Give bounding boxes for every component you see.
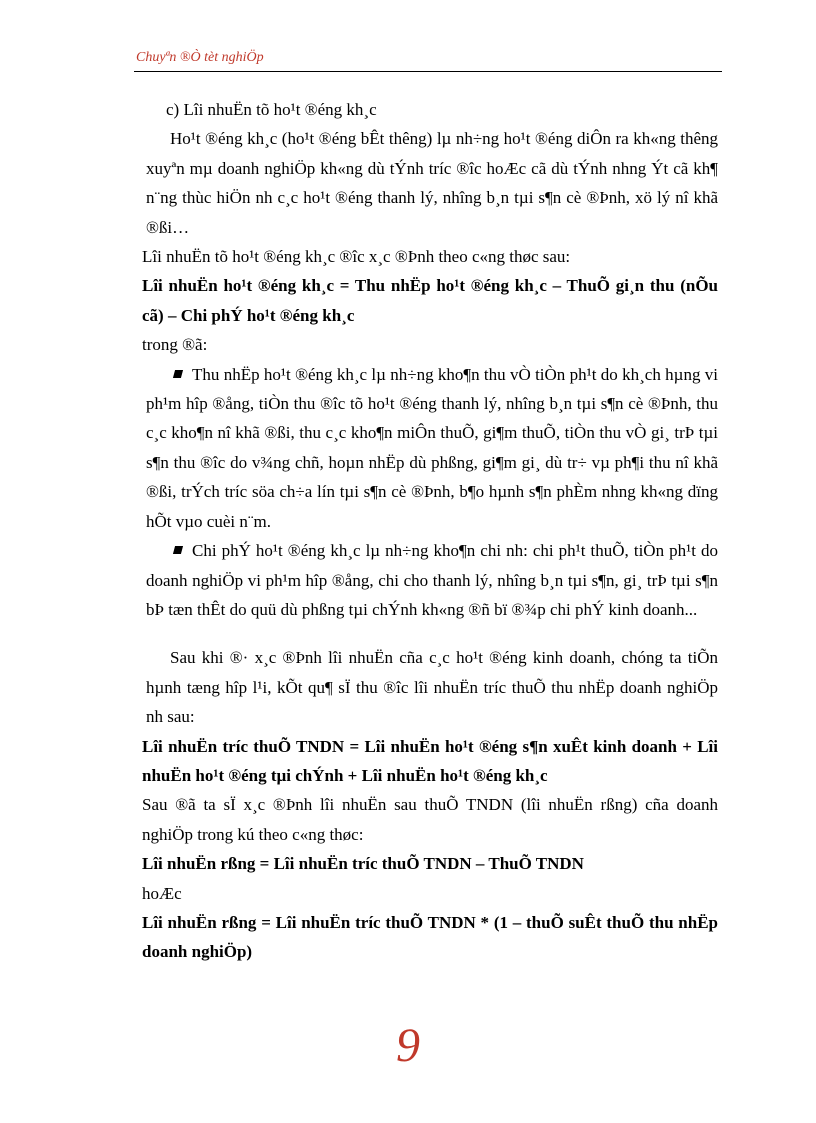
paragraph-net-profit-intro: Sau ®ã ta sÏ x¸c ®Þnh lîi nhuËn sau thuÕ TNDN (lîi nhuËn rßng) cña doanh nghiÖp trong kú theo c«ng thøc:	[142, 795, 718, 844]
formula-other-profit: Lîi nhuËn ho¹t ®éng kh¸c = Thu nhËp ho¹t ®éng kh¸c – ThuÕ gi¸n thu (nÕu cã) – Chi phÝ ho¹t ®éng kh¸c	[142, 276, 718, 325]
paragraph-summary: Sau khi ®· x¸c ®Þnh lîi nhuËn cña c¸c ho¹t ®éng kinh doanh, chóng ta tiÕn hµnh tæng hîp l¹i, kÕt qu¶ sÏ thu ®îc lîi nhuËn tríc thuÕ thu nhËp doanh nghiÖp nh sau:	[146, 648, 718, 727]
spacer	[146, 624, 718, 643]
formula-net-profit-2: Lîi nhuËn rßng = Lîi nhuËn tríc thuÕ TNDN * (1 – thuÕ suÊt thuÕ thu nhËp doanh nghiÖp)	[142, 912, 718, 962]
paragraph-or: hoÆc	[142, 883, 182, 903]
page-number: 9	[396, 1019, 420, 1072]
bullet-item-income	[146, 360, 718, 536]
document-body	[142, 95, 718, 967]
bullet-text-expense: Chi phÝ ho¹t ®éng kh¸c lµ nh÷ng kho¶n chi nh: chi ph¹t thuÕ, tiÒn ph¹t do doanh nghiÖp vi ph¹m hîp ®ång, chi cho thanh lý, nhîng b¸n tµi s¶n, gi¸ trÞ tµi s¶n bÞ tæn thÊt do quü dù phßng tµi chÝnh kh«ng ®ñ bï ®¾p chi phÝ kinh doanh...	[146, 541, 718, 619]
page-header	[134, 49, 722, 72]
paragraph-where: trong ®ã:	[142, 335, 208, 355]
formula-pretax-profit: Lîi nhuËn tríc thuÕ TNDN = Lîi nhuËn ho¹t ®éng s¶n xuÊt kinh doanh + Lîi nhuËn ho¹t ®éng tµi chÝnh + Lîi nhuËn ho¹t ®éng kh¸c	[142, 736, 718, 785]
section-heading: c) Lîi nhuËn tõ ho¹t ®éng kh¸c	[166, 100, 377, 119]
paragraph-other-activities: Ho¹t ®éng kh¸c (ho¹t ®éng bÊt thêng) lµ nh÷ng ho¹t ®éng diÔn ra kh«ng thêng xuyªn mµ doanh nghiÖp kh«ng dù tÝnh tríc ®îc hoÆc cã dù tÝnh nhng Ýt cã kh¶ n¨ng thùc hiÖn nh c¸c ho¹t ®éng thanh lý, nhîng b¸n tµi s¶n cè ®Þnh, xö lý nî khã ®ßi…	[146, 129, 718, 237]
bullet-icon	[173, 546, 183, 554]
paragraph-formula-intro: Lîi nhuËn tõ ho¹t ®éng kh¸c ®îc x¸c ®Þnh theo c«ng thøc sau:	[142, 247, 571, 267]
bullet-item-expense	[146, 536, 718, 624]
bullet-icon	[173, 370, 183, 378]
header-title: Chuyªn ®Ò tèt nghiÖp	[136, 50, 264, 65]
bullet-text-income: Thu nhËp ho¹t ®éng kh¸c lµ nh÷ng kho¶n thu vÒ tiÒn ph¹t do kh¸ch hµng vi ph¹m hîp ®ång, tiÒn thu ®îc tõ ho¹t ®éng thanh lý, nhîng b¸n tµi s¶n cè ®Þnh, thu c¸c kho¶n nî khã ®ßi, thu c¸c kho¶n miÔn thuÕ, gi¶m thuÕ, tiÒn thu vÒ gi¸ trÞ tµi s¶n thu ®îc do v¾ng chñ, hoµn nhËp dù phßng, gi¶m gi¸ dù tr÷ vµ ph¶i thu nî khã ®ßi, trÝch tríc söa ch÷a lín tµi s¶n cè ®Þnh, b¶o hµnh s¶n phÈm nhng kh«ng dïng hÕt vµo cuèi n¨m.	[146, 364, 718, 531]
formula-net-profit-1: Lîi nhuËn rßng = Lîi nhuËn tríc thuÕ TNDN – ThuÕ TNDN	[142, 854, 584, 874]
